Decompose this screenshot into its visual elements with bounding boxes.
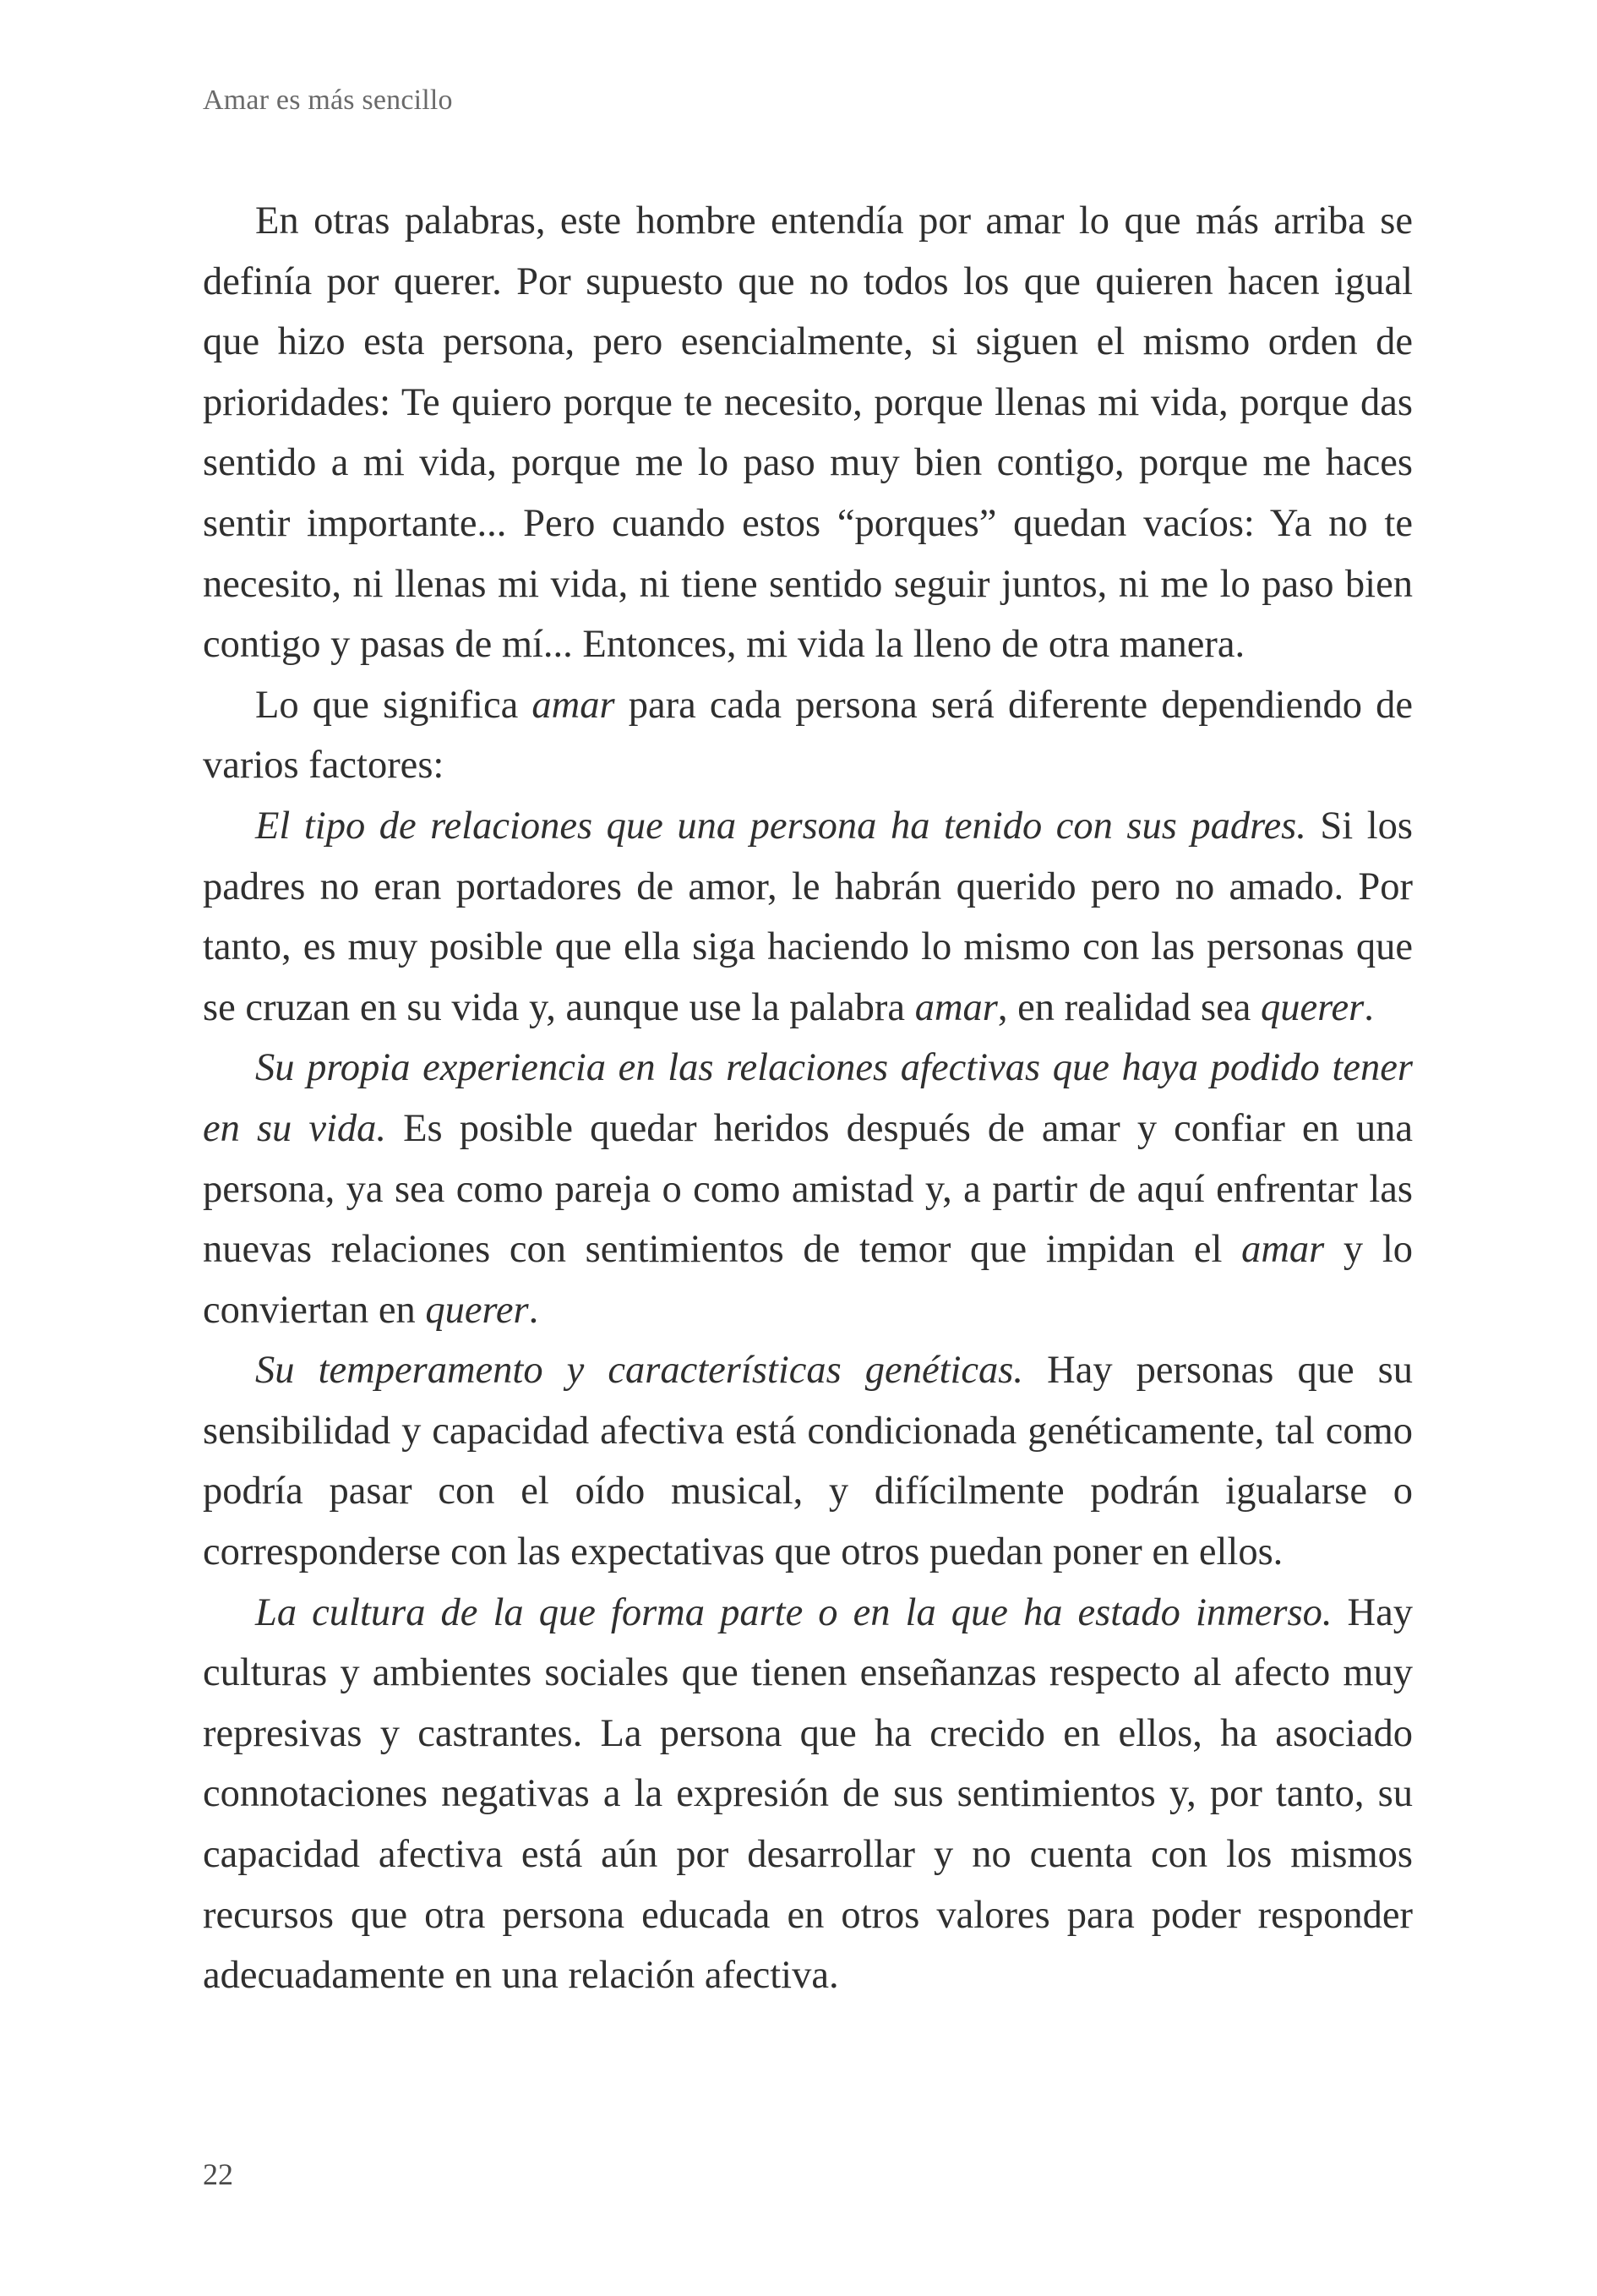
page-body [203, 191, 1413, 2006]
running-head-title: Amar es más sencillo [203, 85, 453, 116]
paragraph-4-text-b: Es posible quedar heridos después de amar y confiar en una persona, ya sea como pareja o como amistad y, a partir de aquí enfrentar las nuevas relaciones con sentimientos de temor que impidan el [203, 1106, 1413, 1272]
paragraph-5-lead: Su temperamento y características genéticas. [255, 1349, 1024, 1393]
paragraph-2-text-a: Lo que significa [255, 683, 532, 727]
paragraph-3-emphasis-e: querer [1261, 985, 1365, 1029]
paragraph-4-text-f: . [528, 1288, 539, 1332]
paragraph-3-lead: El tipo de relaciones que una persona ha tenido con sus padres. [255, 804, 1306, 848]
paragraph-3-text-b: Si los padres no eran portadores de amor, le habrán querido pero no amado. Por tanto, es muy posible que ella siga haciendo lo mismo con las personas que se cruzan en su vida y, aunque use la palabra [203, 804, 1414, 1029]
paragraph-2 [203, 675, 1413, 796]
paragraph-2-emphasis: amar [531, 683, 615, 727]
paragraph-3-text-d: , en realidad sea [997, 985, 1262, 1029]
paragraph-4-text-d: y lo conviertan en [203, 1228, 1413, 1332]
paragraph-3 [203, 796, 1413, 1038]
paragraph-6 [203, 1583, 1413, 2006]
paragraph-4 [203, 1038, 1413, 1340]
page-number: 22 [203, 2157, 233, 2191]
paragraph-6-lead: La cultura de la que forma parte o en la que ha estado inmerso. [255, 1590, 1333, 1634]
paragraph-5-text-b: Hay personas que su sensibilidad y capacidad afectiva está condicionada genéticamente, tal como podría pasar con el oído musical, y difícilmente podrán igualarse o corresponderse con las expectativas que otros puedan poner en ellos. [203, 1349, 1413, 1574]
paragraph-1: En otras palabras, este hombre entendía por amar lo que más arriba se definía por querer. Por supuesto que no todos los que quieren hacen igual que hizo esta persona, pero esencialmente, si siguen el mismo orden de prioridades: Te quiero porque te necesito, porque llenas mi vida, porque das sentido a mi vida, porque me lo paso muy bien contigo, porque me haces sentir importante... Pero cuando estos “porques” quedan vacíos: Ya no te necesito, ni llenas mi vida, ni tiene sentido seguir juntos, ni me lo paso bien contigo y pasas de mí... Entonces, mi vida la lleno de otra manera. [203, 199, 1413, 667]
paragraph-2-text-c: para cada persona será diferente dependiendo de varios factores: [203, 683, 1413, 788]
paragraph-4-lead: Su propia experiencia en las relaciones afectivas que haya podido tener en su vida. [203, 1046, 1413, 1150]
paragraph-5 [203, 1340, 1413, 1582]
paragraph-4-emphasis-e: querer [425, 1288, 529, 1332]
paragraph-3-emphasis-c: amar [914, 985, 998, 1029]
paragraph-6-text-b: Hay culturas y ambientes sociales que tienen enseñanzas respecto al afecto muy represivas y castrantes. La persona que ha crecido en ellos, ha asociado connotaciones negativas a la expresión de sus sentimientos y, por tanto, su capacidad afectiva está aún por desarrollar y no cuenta con los mismos recursos que otra persona educada en otros valores para poder responder adecuadamente en una relación afectiva. [203, 1590, 1413, 1998]
paragraph-3-text-f: . [1364, 985, 1374, 1029]
paragraph-4-emphasis-c: amar [1241, 1228, 1325, 1272]
